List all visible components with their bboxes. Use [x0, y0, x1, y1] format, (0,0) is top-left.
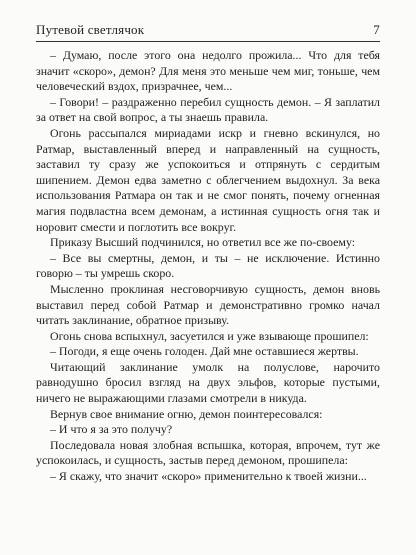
- paragraph: – Думаю, после этого она недолго прожила... Что для тебя значит «скоро», демон? Для меня это меньше чем миг, тоньше, чем человеческий вздох, призрачнее, чем...: [36, 48, 380, 94]
- running-head: [36, 22, 380, 40]
- paragraph: – Я скажу, что значит «скоро» применительно к твоей жизни...: [50, 469, 367, 484]
- paragraph: – И что я за это получу?: [50, 422, 173, 437]
- paragraph: Мысленно проклиная несговорчивую сущность, демон вновь выставил перед собой Ратмар и демонстративно громко начал читать заклинание, обратное призыву.: [36, 281, 380, 328]
- header-rule: [36, 41, 380, 42]
- paragraph: Вернув свое внимание огню, демон поинтересовался:: [50, 406, 323, 421]
- paragraph: Огонь рассыпался мириадами искр и гневно вскинулся, но Ратмар, выставленный вперед и направленный на сущность, заставил ту сразу же успокоиться и отпрянуть с сердитым шипением. Демон едва заметно с облегчением выдохнул. За века использования Ратмара он так и не смог понять, почему огненная магия подвластна всем демонам, а истинная сущность огня так и норовит смести и поглотить все вокруг.: [36, 125, 380, 234]
- paragraph: Огонь снова вспыхнул, засуетился и уже взывающе прошипел:: [50, 328, 369, 343]
- paragraph: Приказу Высший подчинился, но ответил все же по-своему:: [50, 235, 356, 250]
- page-number: 7: [373, 22, 380, 37]
- paragraph: Читающий заклинание умолк на полуслове, нарочито равнодушно бросил взгляд на двух эльфов, которые пустыми, ничего не выражающими глазами смотрели в никуда.: [36, 359, 380, 406]
- paragraph: – Говори! – раздраженно перебил сущность демон. – Я заплатил за ответ на свой вопрос, а ты знаешь правила.: [36, 94, 380, 125]
- paragraph: – Погоди, я еще очень голоден. Дай мне оставшиеся жертвы.: [50, 344, 359, 359]
- body-text: [36, 48, 380, 547]
- paragraph: – Все вы смертны, демон, и ты – не исключение. Истинно говорю – ты умрешь скоро.: [36, 250, 380, 281]
- book-title: Путевой светлячок: [36, 22, 145, 37]
- paragraph: Последовала новая злобная вспышка, которая, впрочем, тут же успокоилась, и сущность, застыв перед демоном, прошипела:: [36, 437, 380, 468]
